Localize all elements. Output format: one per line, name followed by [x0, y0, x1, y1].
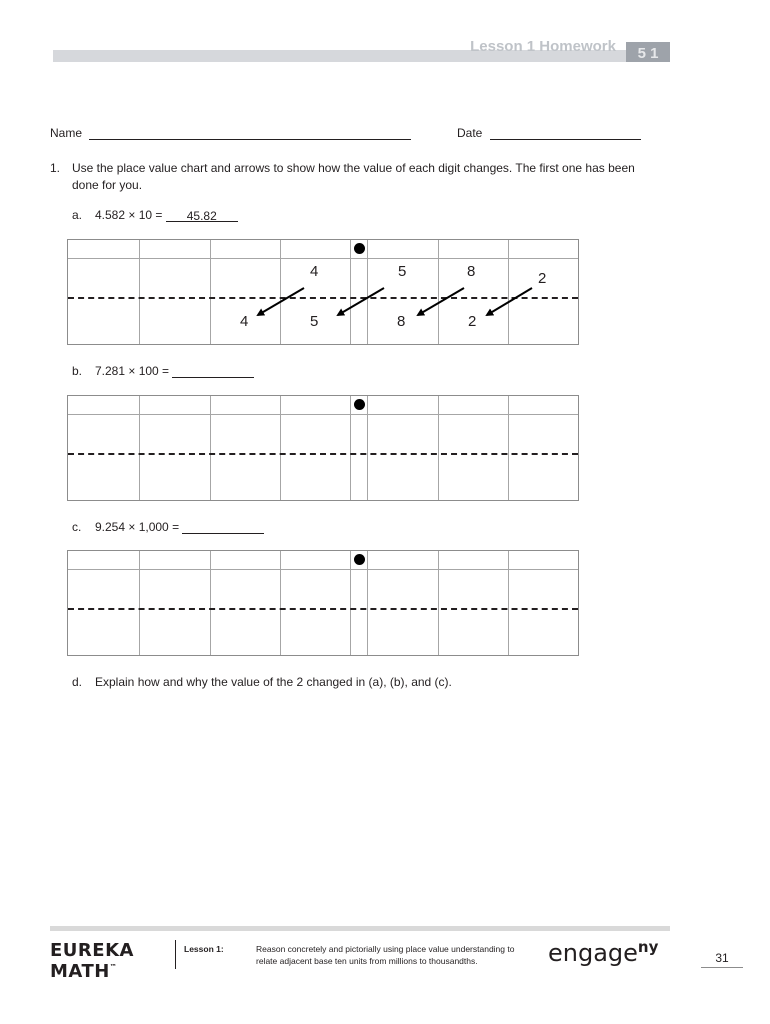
digit-bottom: 5 [310, 313, 319, 330]
digit-bottom: 8 [397, 313, 406, 330]
date-field [457, 126, 641, 140]
date-line[interactable] [490, 127, 641, 140]
eureka-math-logo [50, 942, 134, 980]
part-a-label: a. [72, 208, 83, 222]
digit-top: 8 [467, 263, 476, 280]
logo-line-2: MATH™ [50, 961, 118, 982]
problem-instructions-cont: done for you. [72, 178, 143, 192]
part-c-question [95, 520, 264, 534]
digit-top: 2 [538, 270, 547, 287]
place-value-chart-a [67, 239, 579, 345]
lesson-objective-line-1: Reason concretely and pictorially using place value understanding to [256, 944, 515, 954]
name-label: Name [50, 126, 83, 140]
engageny-logo: engage$^{ny}$ [548, 938, 659, 967]
page-number: 31 [701, 951, 743, 968]
arrow [487, 288, 532, 315]
place-value-chart-b [67, 395, 579, 501]
footer-bar [50, 926, 670, 931]
lesson-objective-line-2: relate adjacent base ten units from millions to thousandths. [256, 956, 478, 966]
problem-instructions: Use the place value chart and arrows to show how the value of each digit changes. The first one has been [72, 161, 635, 175]
part-c-answer-line[interactable] [182, 521, 264, 534]
place-value-chart-c [67, 550, 579, 656]
shift-arrows [68, 240, 580, 346]
footer-divider [175, 940, 176, 969]
module-badge: 5 1 [626, 42, 670, 62]
digit-bottom: 2 [468, 313, 477, 330]
part-b-label: b. [72, 364, 83, 378]
date-label: Date [457, 126, 483, 140]
part-b-question [95, 364, 254, 378]
lesson-title: Lesson 1 Homework [470, 38, 616, 55]
lesson-label: Lesson 1: [184, 944, 224, 954]
digit-bottom: 4 [240, 313, 249, 330]
problem-number: 1. [50, 161, 61, 175]
part-c-expression: 9.254 × 1,000 = [95, 520, 180, 534]
logo-line-1: EUREKA [50, 940, 134, 961]
part-b-expression: 7.281 × 100 = [95, 364, 170, 378]
part-a-question [95, 208, 238, 222]
part-a-answer: 45.82 [166, 209, 238, 222]
decimal-point-dot [354, 554, 365, 565]
part-a-expression: 4.582 × 10 = [95, 208, 163, 222]
digit-top: 5 [398, 263, 407, 280]
part-d-label: d. [72, 675, 83, 689]
arrow [338, 288, 384, 315]
dashed-divider [68, 608, 578, 610]
part-d-question: Explain how and why the value of the 2 changed in (a), (b), and (c). [95, 675, 452, 689]
arrow [258, 288, 304, 315]
digit-top: 4 [310, 263, 319, 280]
arrow [418, 288, 464, 315]
dashed-divider [68, 453, 578, 455]
part-b-answer-line[interactable] [172, 365, 254, 378]
name-field [50, 126, 411, 140]
name-line[interactable] [89, 127, 411, 140]
decimal-point-dot [354, 399, 365, 410]
part-c-label: c. [72, 520, 82, 534]
